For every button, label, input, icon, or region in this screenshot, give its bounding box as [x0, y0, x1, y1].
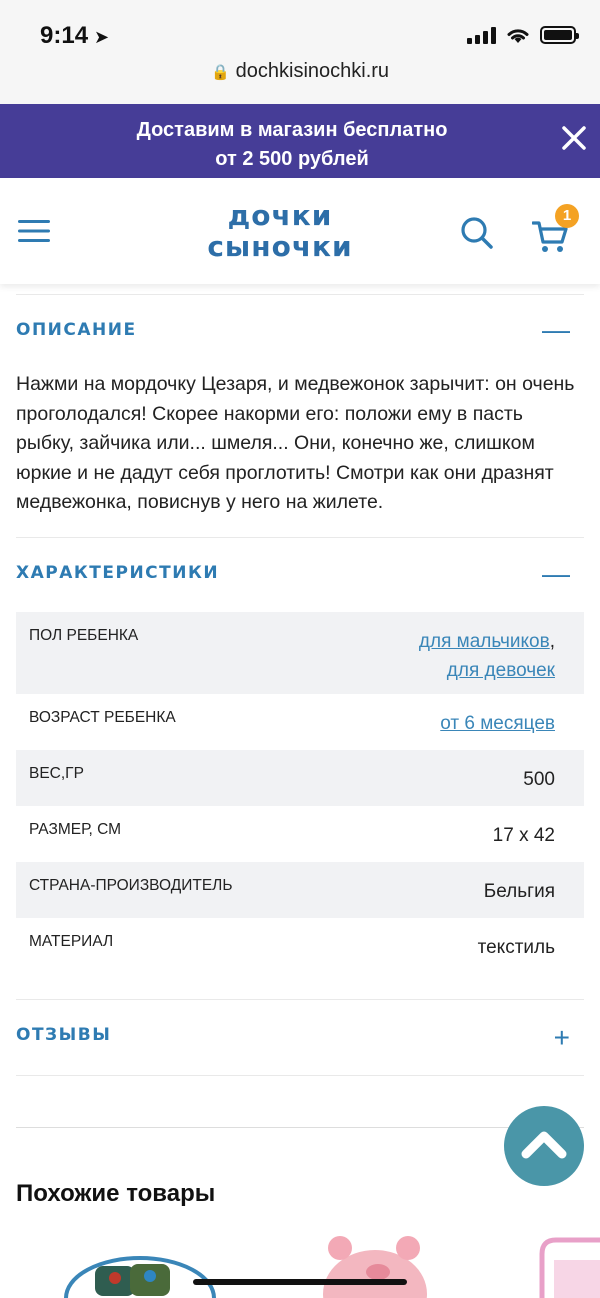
- divider: [16, 1075, 584, 1076]
- product-thumbnail[interactable]: [300, 1234, 470, 1298]
- location-arrow-icon: ➤: [94, 27, 110, 47]
- promo-text: Доставим в магазин бесплатно от 2 500 рублей: [136, 119, 448, 170]
- gender-girls-link[interactable]: для девочек: [446, 660, 555, 681]
- row-value: текстиль: [477, 937, 555, 958]
- home-indicator[interactable]: [193, 1279, 407, 1285]
- row-label: МАТЕРИАЛ: [29, 933, 114, 950]
- row-value: для мальчиков, для девочек: [418, 631, 555, 681]
- characteristics-section-title[interactable]: ХАРАКТЕРИСТИКИ: [16, 563, 220, 583]
- site-header: [0, 178, 600, 284]
- product-thumbnail[interactable]: [534, 1234, 600, 1298]
- description-section-title[interactable]: ОПИСАНИЕ: [16, 320, 137, 340]
- row-value: 17 x 42: [492, 825, 555, 846]
- lock-icon: 🔒: [210, 64, 230, 81]
- battery-icon: [540, 26, 576, 44]
- reviews-section-title[interactable]: ОТЗЫВЫ: [16, 1025, 112, 1045]
- close-icon[interactable]: [560, 124, 588, 152]
- row-label: СТРАНА-ПРОИЗВОДИТЕЛЬ: [29, 877, 233, 894]
- characteristics-table: [16, 612, 584, 974]
- search-icon[interactable]: [460, 216, 494, 250]
- table-row: [16, 750, 584, 806]
- table-row: [16, 862, 584, 918]
- age-link[interactable]: от 6 месяцев: [440, 713, 555, 734]
- table-row: [16, 918, 584, 974]
- row-label: ВЕС,ГР: [29, 765, 84, 782]
- divider: [16, 1127, 584, 1128]
- gender-boys-link[interactable]: для мальчиков: [418, 631, 550, 652]
- similar-products-heading: Похожие товары: [16, 1180, 216, 1207]
- cart-count-badge[interactable]: 1: [555, 204, 579, 228]
- row-value: [440, 709, 555, 738]
- divider: [16, 294, 584, 295]
- collapse-description-toggle[interactable]: —: [542, 314, 570, 345]
- scroll-to-top-button[interactable]: [504, 1106, 584, 1186]
- status-icons: [467, 26, 576, 44]
- browser-status-bar: [0, 0, 600, 104]
- signal-icon: [467, 26, 496, 44]
- table-row: [16, 694, 584, 750]
- row-value: Бельгия: [483, 881, 555, 902]
- table-row: [16, 612, 584, 694]
- table-row: [16, 806, 584, 862]
- row-label: РАЗМЕР, СМ: [29, 821, 122, 838]
- product-thumbnail[interactable]: [40, 1234, 240, 1298]
- promo-banner: [0, 104, 600, 178]
- row-label: ВОЗРАСТ РЕБЕНКА: [29, 709, 176, 726]
- url-bar[interactable]: 🔒 dochkisinochki.ru: [210, 60, 390, 82]
- status-time: 9:14 ➤: [40, 22, 110, 49]
- row-label: ПОЛ РЕБЕНКА: [29, 627, 139, 644]
- hamburger-menu-icon[interactable]: [18, 218, 50, 244]
- chevron-up-icon: [504, 1106, 584, 1186]
- wifi-icon: [506, 26, 530, 44]
- divider: [16, 537, 584, 538]
- expand-reviews-toggle[interactable]: +: [553, 1022, 570, 1053]
- collapse-characteristics-toggle[interactable]: —: [542, 558, 570, 589]
- divider: [16, 999, 584, 1000]
- row-value: 500: [523, 769, 555, 790]
- product-description-text: Нажми на мордочку Цезаря, и медвежонок зарычит: он очень проголодался! Скорее накорми его: положи ему в пасть рыбку, зайчика или... шмеля... Они, конечно же, слишком юркие и не дадут себя проглотить! Смотри как они дразнят медвежонка, повиснув у него на жилете.: [16, 373, 575, 513]
- site-logo[interactable]: дочки сыночки: [207, 199, 353, 263]
